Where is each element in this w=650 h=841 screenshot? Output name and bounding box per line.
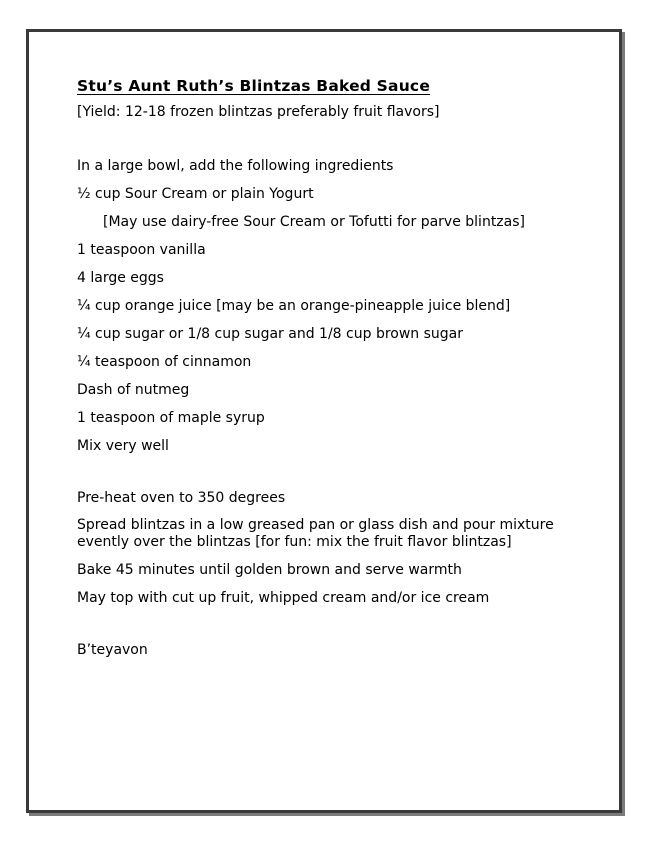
ingredient-orange-juice: ¼ cup orange juice [may be an orange-pineapple juice blend]: [77, 298, 511, 314]
ingredient-vanilla: 1 teaspoon vanilla: [77, 242, 206, 258]
ingredient-sugar: ¼ cup sugar or 1/8 cup sugar and 1/8 cup brown sugar: [77, 326, 464, 342]
ingredient-maple-syrup: 1 teaspoon of maple syrup: [77, 410, 265, 426]
recipe-content: [77, 75, 597, 659]
step-spread: Spread blintzas in a low greased pan or glass dish and pour mixture evently over the blintzas [for fun: mix the fruit flavor blintzas]: [77, 517, 554, 550]
page-frame: [26, 29, 622, 813]
ingredient-sour-cream: ½ cup Sour Cream or plain Yogurt: [77, 186, 314, 202]
ingredients-intro: In a large bowl, add the following ingredients: [77, 158, 394, 174]
recipe-title: Stu’s Aunt Ruth’s Blintzas Baked Sauce: [77, 77, 431, 95]
ingredient-cinnamon: ¼ teaspoon of cinnamon: [77, 354, 252, 370]
ingredient-note-dairy-free: [May use dairy-free Sour Cream or Tofutti for parve blintzas]: [103, 214, 525, 230]
signoff: B’teyavon: [77, 642, 148, 658]
recipe-yield: [Yield: 12-18 frozen blintzas preferably fruit flavors]: [77, 104, 440, 120]
step-preheat: Pre-heat oven to 350 degrees: [77, 490, 286, 506]
step-bake: Bake 45 minutes until golden brown and serve warmth: [77, 562, 462, 578]
ingredient-eggs: 4 large eggs: [77, 270, 164, 286]
step-top: May top with cut up fruit, whipped cream and/or ice cream: [77, 590, 490, 606]
ingredient-nutmeg: Dash of nutmeg: [77, 382, 190, 398]
mix-instruction: Mix very well: [77, 438, 169, 454]
